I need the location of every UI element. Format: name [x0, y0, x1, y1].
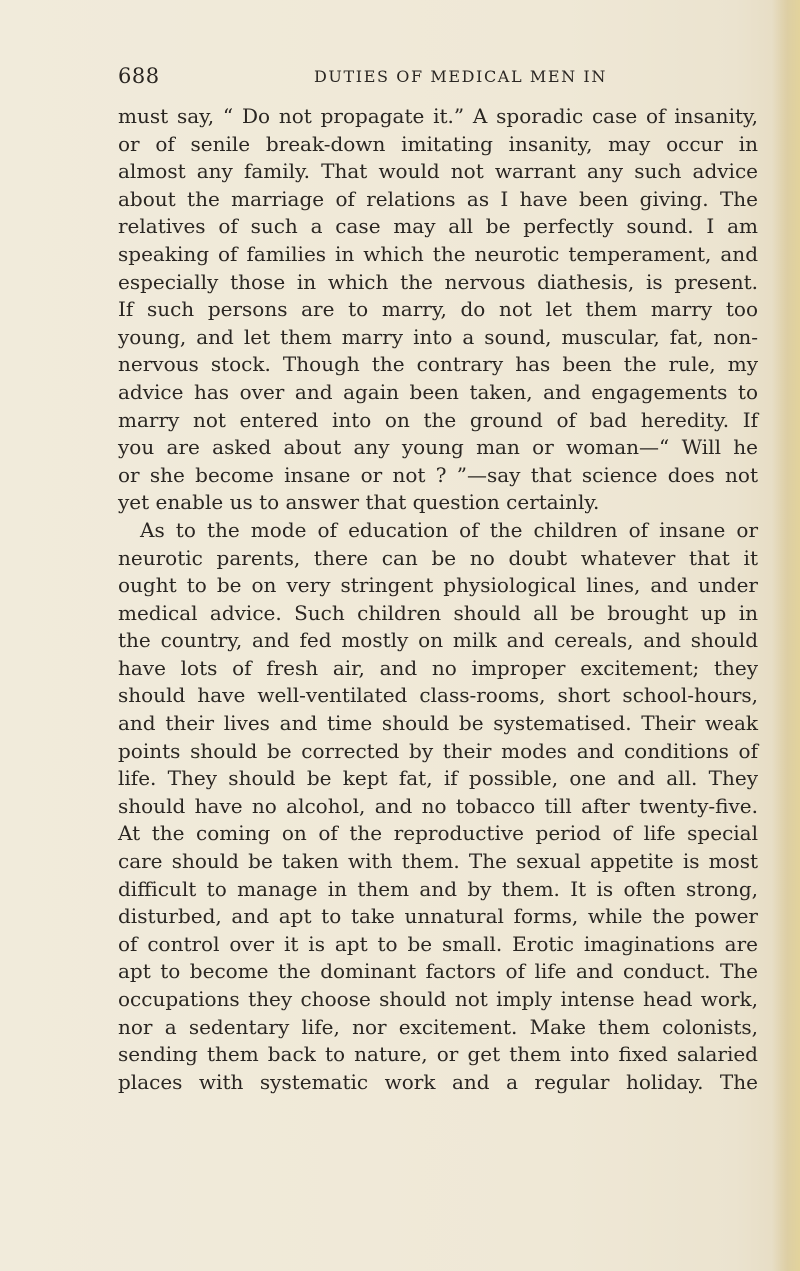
text-line: medical advice. Such children should all be brought up in: [118, 600, 758, 625]
text-line: should have no alcohol, and no tobacco till after twenty-five.: [118, 793, 758, 818]
text-line: At the coming on of the reproductive period of life special: [118, 821, 758, 846]
text-line: care should be taken with them. The sexual appetite is most: [118, 849, 758, 874]
text-line: must say, “ Do not propagate it.” A sporadic case of insanity,: [118, 104, 758, 128]
text-line: advice has over and again been taken, and engagements to: [118, 379, 758, 404]
page-header: [118, 64, 758, 94]
text-line: points should be corrected by their modes and conditions of: [118, 738, 758, 763]
text-line: places with systematic work and a regular holiday. The: [118, 1069, 758, 1094]
text-line: should have well-ventilated class-rooms, short school-hours,: [118, 683, 758, 708]
text-line: difficult to manage in them and by them. It is often strong,: [118, 876, 758, 901]
text-line: If such persons are to marry, do not let them marry too: [118, 297, 758, 322]
text-line: especially those in which the nervous diathesis, is present.: [118, 269, 758, 294]
text-line: and their lives and time should be systematised. Their weak: [118, 711, 758, 736]
text-line-paragraph-start: As to the mode of education of the children of insane or: [140, 517, 758, 542]
text-line: the country, and fed mostly on milk and cereals, and should: [118, 628, 758, 653]
text-line: sending them back to nature, or get them into fixed salaried: [118, 1042, 758, 1067]
text-line: you are asked about any young man or woman—“ Will he: [118, 435, 758, 460]
text-line: have lots of fresh air, and no improper excitement; they: [118, 655, 758, 680]
text-line: disturbed, and apt to take unnatural forms, while the power: [118, 904, 758, 929]
text-line: of control over it is apt to be small. Erotic imaginations are: [118, 931, 758, 956]
text-line: nervous stock. Though the contrary has been the rule, my: [118, 352, 758, 377]
text-line: neurotic parents, there can be no doubt whatever that it: [118, 545, 758, 570]
text-line: relatives of such a case may all be perfectly sound. I am: [118, 214, 758, 239]
text-line-paragraph-end: yet enable us to answer that question certainly.: [118, 490, 600, 515]
text-line: life. They should be kept fat, if possible, one and all. They: [118, 766, 758, 791]
page-number: 688: [118, 64, 160, 88]
text-line: or she become insane or not ? ”—say that science does not: [118, 462, 758, 487]
text-line: or of senile break-down imitating insanity, may occur in: [118, 131, 758, 156]
text-line: almost any family. That would not warrant any such advice: [118, 159, 758, 184]
text-line: young, and let them marry into a sound, muscular, fat, non-: [118, 324, 758, 349]
text-line: nor a sedentary life, nor excitement. Make them colonists,: [118, 1014, 758, 1039]
page-edge-shading: [772, 0, 800, 1271]
running-head: DUTIES OF MEDICAL MEN IN: [314, 67, 607, 86]
text-line: speaking of families in which the neurotic temperament, and: [118, 241, 758, 266]
body-text: [118, 103, 758, 1096]
text-line: apt to become the dominant factors of life and conduct. The: [118, 959, 758, 984]
text-line: marry not entered into on the ground of bad heredity. If: [118, 407, 758, 432]
text-line: occupations they choose should not imply intense head work,: [118, 987, 758, 1011]
text-line: ought to be on very stringent physiological lines, and under: [118, 573, 758, 598]
text-line: about the marriage of relations as I have been giving. The: [118, 186, 758, 211]
